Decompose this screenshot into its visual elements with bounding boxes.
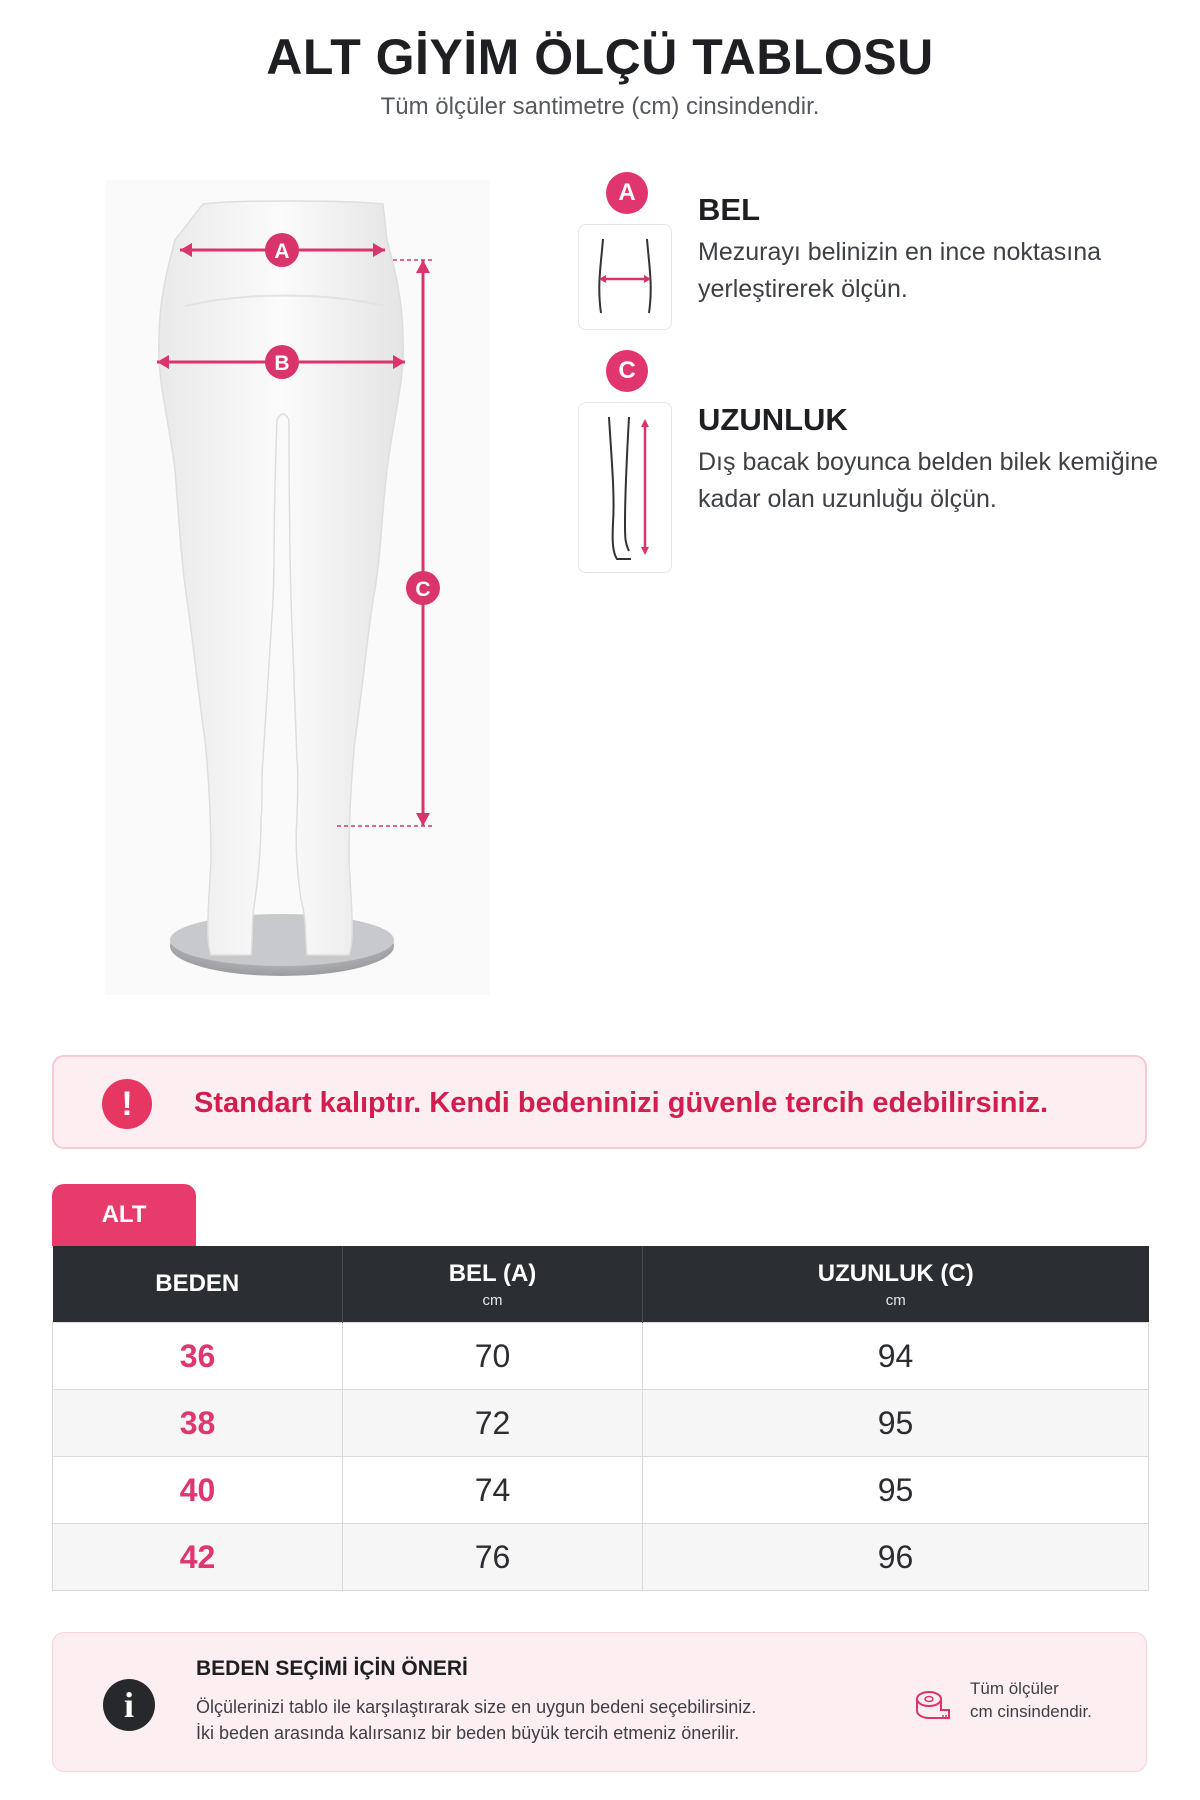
page-subtitle: Tüm ölçüler santimetre (cm) cinsindendir. [380, 93, 820, 120]
guide-length-badge: C [606, 350, 648, 392]
column-unit: cm [482, 1291, 503, 1309]
marker-c-label: C [415, 578, 431, 601]
info-icon: i [103, 1679, 155, 1731]
table-row [53, 1457, 1149, 1524]
size-cell: 42 [53, 1524, 343, 1591]
size-cell: 40 [53, 1457, 343, 1524]
waist-cell: 72 [343, 1390, 643, 1457]
column-label: BEL (A) [448, 1259, 537, 1287]
guide-waist [578, 172, 1178, 332]
guide-length [578, 350, 1178, 575]
column-label: UZUNLUK (C) [817, 1259, 974, 1287]
size-recommendation-box [52, 1632, 1147, 1772]
waist-icon [578, 224, 672, 330]
size-cell: 36 [53, 1323, 343, 1390]
guide-waist-text: Mezurayı belinizin en ince noktasına yerleştirerek ölçün. [698, 238, 1102, 303]
size-table [52, 1246, 1149, 1591]
tip-line-2: İki beden arasında kalırsanız bir beden büyük tercih etmeniz önerilir. [196, 1723, 740, 1743]
length-cell: 95 [643, 1457, 1149, 1524]
table-row [53, 1524, 1149, 1591]
column-label: BEDEN [155, 1270, 240, 1297]
waist-cell: 76 [343, 1524, 643, 1591]
marker-a-label: A [274, 240, 290, 263]
measuring-tape-icon [913, 1685, 953, 1725]
waist-cell: 70 [343, 1323, 643, 1390]
guide-length-text: Dış bacak boyunca belden bilek kemiğine kadar olan uzunluğu ölçün. [698, 448, 1158, 513]
size-cell: 38 [53, 1390, 343, 1457]
guide-length-title: UZUNLUK [698, 402, 848, 437]
length-cell: 95 [643, 1390, 1149, 1457]
table-row [53, 1390, 1149, 1457]
guide-waist-title: BEL [698, 192, 760, 227]
tip-line-1: Ölçülerinizi tablo ile karşılaştırarak size en uygun bedeni seçebilirsiniz. [196, 1697, 757, 1717]
tip-note-line-2: cm cinsindendir. [970, 1702, 1092, 1721]
tip-title: BEDEN SEÇİMİ İÇİN ÖNERİ [196, 1657, 468, 1680]
alert-text: Standart kalıptır. Kendi bedeninizi güvenle tercih edebilirsiniz. [194, 1087, 1049, 1119]
length-cell: 96 [643, 1524, 1149, 1591]
table-row [53, 1323, 1149, 1390]
leg-length-icon [578, 402, 672, 573]
column-header-beden [53, 1246, 343, 1323]
table-header-row [53, 1246, 1149, 1323]
standard-fit-alert [52, 1055, 1147, 1149]
tab-alt[interactable]: ALT [52, 1184, 196, 1246]
marker-b-label: B [274, 352, 290, 375]
guide-waist-badge: A [606, 172, 648, 214]
exclamation-icon: ! [102, 1079, 152, 1129]
column-header-uzunluk [643, 1246, 1149, 1323]
column-header-bel [343, 1246, 643, 1323]
page-title: ALT GİYİM ÖLÇÜ TABLOSU [266, 29, 934, 85]
waist-cell: 74 [343, 1457, 643, 1524]
column-unit: cm [885, 1291, 906, 1309]
mannequin-illustration [105, 180, 490, 995]
length-cell: 94 [643, 1323, 1149, 1390]
tip-note-line-1: Tüm ölçüler [970, 1679, 1059, 1698]
